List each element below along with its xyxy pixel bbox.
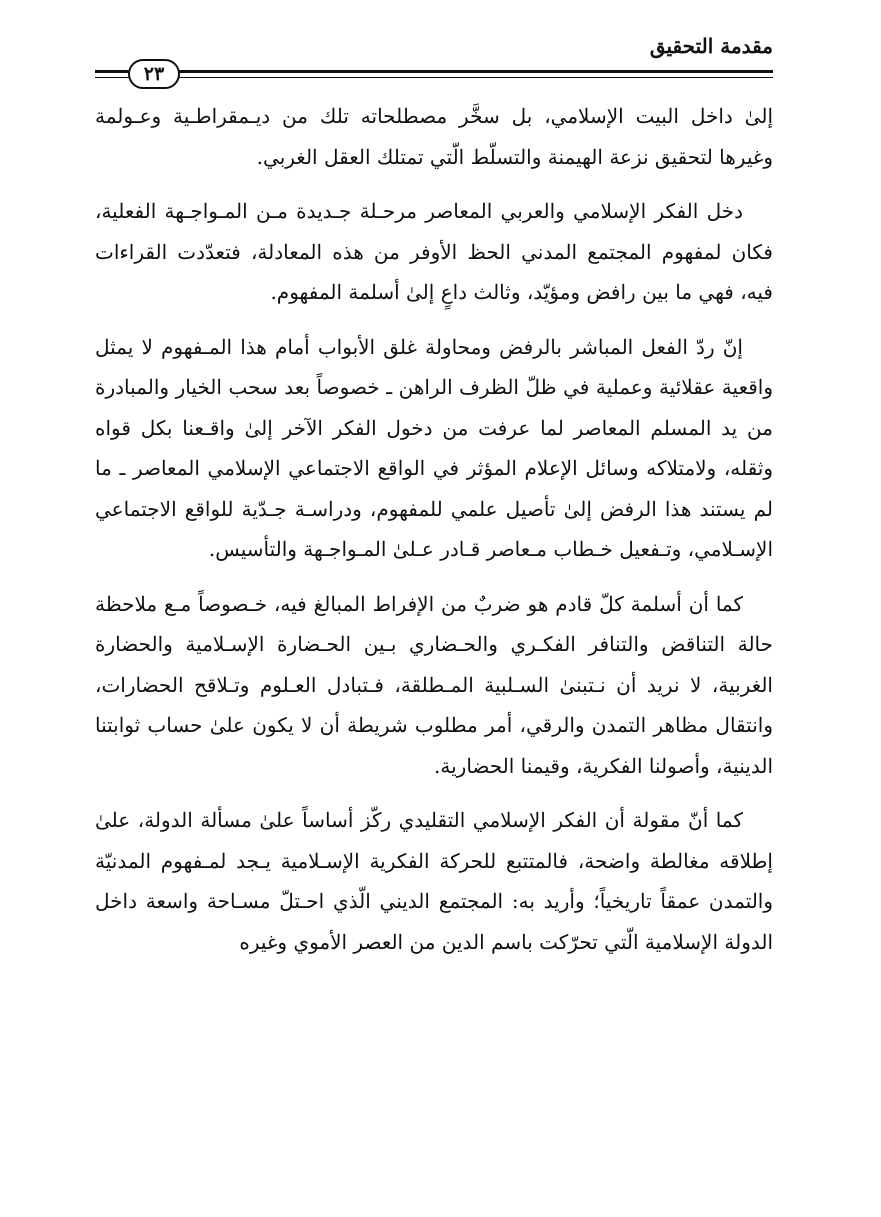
body-text — [95, 96, 773, 976]
header-rule-thick — [95, 70, 773, 73]
paragraph-3: إنّ ردّ الفعل المباشر بالرفض ومحاولة غلق الأبواب أمام هذا المـفهوم لا يمثل واقعية عقلائية وعملية في ظلّ الظرف الراهن ـ خصوصاً بعد سحب الخيار والمبادرة من يد المسلم المعاصر لما عرفت من دخول الفكر الآخر إلىٰ واقـعنا بكل قواه وثقله، ولامتلاكه وسائل الإعلام المؤثر في الواقع الاجتماعي الإسلامي المعاصر ـ ما لم يستند هذا الرفض إلىٰ تأصيل علمي للمفهوم، ودراسـة جـدّية للواقع الاجتماعي الإسـلامي، وتـفعيل خـطاب مـعاصر قـادر عـلىٰ المـواجـهة والتأسيس. — [95, 334, 773, 561]
paragraph-5: كما أنّ مقولة أن الفكر الإسلامي التقليدي ركّز أساساً علىٰ مسألة الدولة، علىٰ إطلاقه مغالطة واضحة، فالمتتبع للحركة الفكرية الإسـلامية يـجد لمـفهوم المدنيّة والتمدن عمقاً تاريخياً؛ وأريد به: المجتمع الديني الّذي احـتلّ مسـاحة واسعة داخل الدولة الإسلامية الّتي تحرّكت باسم الدين من العصر الأموي وغيره — [95, 808, 773, 954]
paragraph-2: دخل الفكر الإسلامي والعربي المعاصر مرحـلة جـديدة مـن المـواجـهة الفعلية، فكان لمفهوم المجتمع المدني الحظ الأوفر من هذه المعادلة، فتعدّدت القراءات فيه، فهي ما بين رافض ومؤيّد، وثالث داعٍ إلىٰ أسلمة المفهوم. — [95, 199, 773, 304]
running-title: مقدمة التحقيق — [649, 34, 773, 58]
paragraph-4: كما أن أسلمة كلّ قادم هو ضربٌ من الإفراط المبالغ فيه، خـصوصاً مـع ملاحظة حالة التناقض والتنافر الفكـري والحـضاري بـين الحـضارة الإسـلامية والحضارة الغربية، لا نريد أن نـتبنىٰ السـلبية المـطلقة، فـتبادل العـلوم وتـلاقح الحضارات، وانتقال مظاهر التمدن والرقي، أمر مطلوب شريطة أن لا يكون علىٰ حساب ثوابتنا الدينية، وأصولنا الفكرية، وقيمنا الحضارية. — [95, 591, 773, 778]
header-rule-thin — [95, 77, 773, 78]
page-header — [95, 30, 773, 90]
page-number: ٢٣ — [128, 59, 180, 89]
paragraph-1: إلىٰ داخل البيت الإسلامي، بل سخَّر مصطلحاته تلك من ديـمقراطـية وعـولمة وغيرها لتحقيق نزعة الهيمنة والتسلّط الّتي تمتلك العقل الغربي. — [95, 104, 773, 169]
